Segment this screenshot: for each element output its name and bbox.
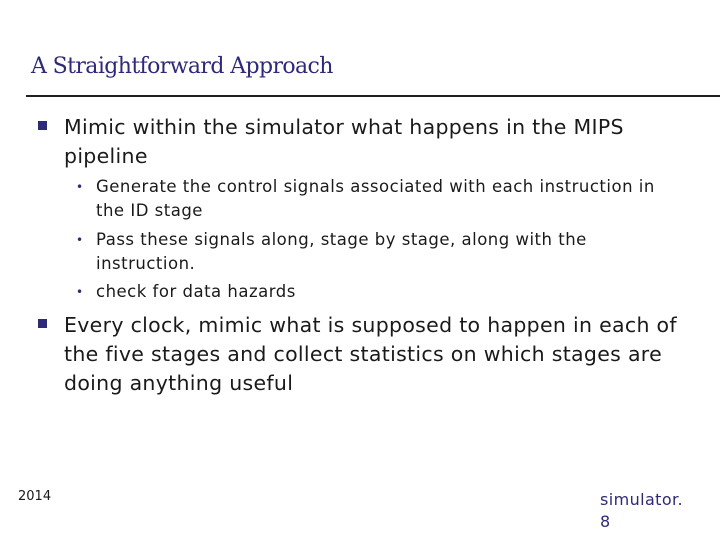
dot-bullet-icon: • bbox=[76, 285, 84, 299]
slide-title: A Straightforward Approach bbox=[31, 54, 333, 79]
bullet-item bbox=[38, 113, 678, 171]
footer-page-label: simulator. 8 bbox=[600, 490, 684, 531]
sub-bullet-item bbox=[76, 175, 686, 223]
square-bullet-icon bbox=[38, 121, 47, 130]
sub-bullet-text: Pass these signals along, stage by stage, along with the instruction. bbox=[96, 230, 587, 273]
sub-bullet-item bbox=[76, 280, 686, 304]
square-bullet-icon bbox=[38, 319, 47, 328]
sub-bullet-text: Generate the control signals associated with each instruction in the ID stage bbox=[96, 177, 655, 220]
bullet-text: Every clock, mimic what is supposed to happen in each of the five stages and collect statistics on which stages are doing anything useful bbox=[64, 313, 677, 395]
sub-bullet-item bbox=[76, 228, 686, 276]
sub-bullet-text: check for data hazards bbox=[96, 282, 296, 301]
bullet-text: Mimic within the simulator what happens in the MIPS pipeline bbox=[64, 115, 624, 168]
dot-bullet-icon: • bbox=[76, 180, 84, 194]
title-divider bbox=[26, 95, 720, 97]
bullet-item bbox=[38, 311, 678, 398]
dot-bullet-icon: • bbox=[76, 233, 84, 247]
footer-year: 2014 bbox=[18, 489, 52, 504]
